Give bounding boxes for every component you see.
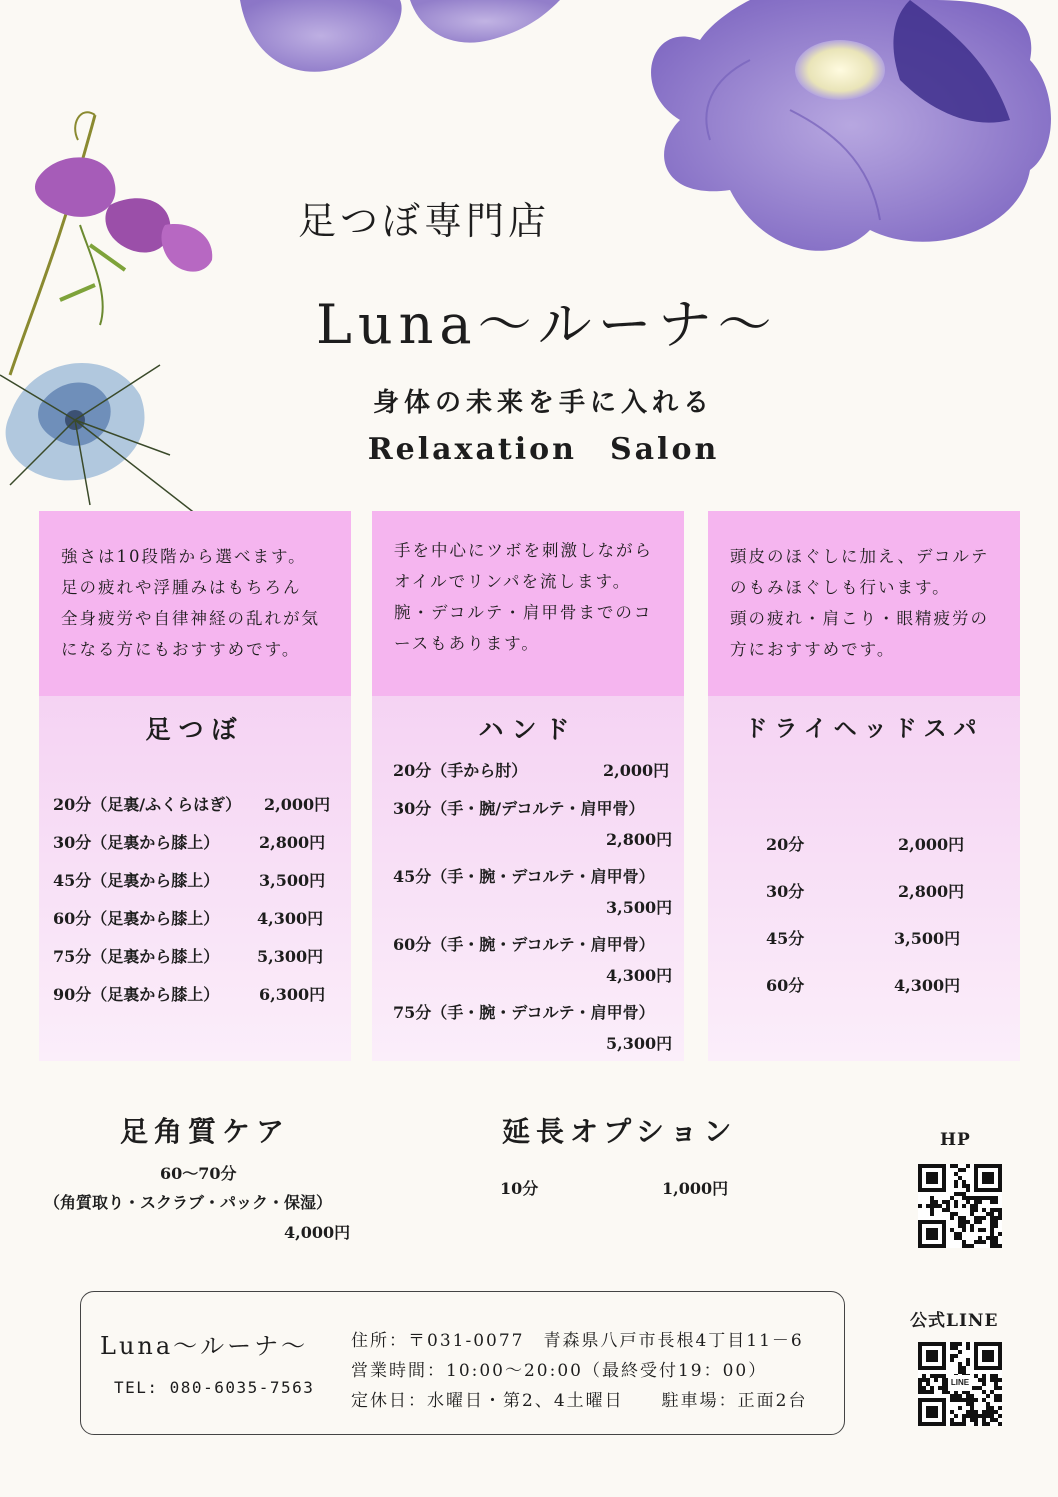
menu-description [708,511,1020,696]
price-value: 4,300円 [894,976,961,995]
callus-care-duration: 60〜70分 [160,1164,237,1183]
price-row [372,1000,684,1068]
footer-hours: 営業時間：10:00〜20:00（最終受付19：00） [351,1361,768,1381]
price-label: 45分（足裏から膝上） [53,871,220,890]
price-label: 30分（手・腕/デコルテ・肩甲骨） [393,799,645,818]
price-label: 60分（手・腕・デコルテ・肩甲骨） [393,935,655,954]
menu-price-panel [708,696,1020,1061]
menu-column-foot [39,511,351,1061]
price-row [39,944,351,982]
shop-subtitle: 足つぼ専門店 [298,199,551,243]
description-line: になる方にもおすすめです。 [61,640,301,659]
description-line: 足の疲れや浮腫みはもちろん [61,578,302,597]
description-line: ースもあります。 [394,634,540,653]
description-line: のもみほぐしも行います。 [730,578,951,597]
menu-description [372,511,684,696]
menu-description [39,511,351,696]
menu-title: 足つぼ [145,715,245,744]
extension-label: 10分 [500,1179,539,1198]
price-row [708,879,1020,926]
price-value: 4,300円 [257,909,324,928]
menu-title: ドライヘッドスパ [744,715,984,742]
description-line: 頭皮のほぐしに加え、デコルテ [730,547,990,566]
callus-care-price: 4,000円 [284,1223,351,1242]
menu-price-panel [39,696,351,1061]
price-row [39,982,351,1020]
menu-title: ハンド [478,715,578,744]
tagline: 身体の未来を手に入れる [372,388,714,418]
price-row [708,832,1020,879]
description-line: オイルでリンパを流します。 [394,572,632,591]
line-qr-wrapper[interactable] [918,1342,1002,1426]
price-label: 20分（足裏/ふくらはぎ） [53,795,242,814]
price-row [372,932,684,1000]
price-row [372,864,684,932]
price-row [39,906,351,944]
shop-title: Luna〜ルーナ〜 [316,293,778,356]
price-row [39,792,351,830]
price-row [372,796,684,864]
hp-label: HP [940,1130,971,1150]
tagline-english: Relaxation Salon [367,432,720,467]
price-label: 20分 [766,835,805,854]
price-value: 5,300円 [257,947,324,966]
price-list [372,758,684,1068]
price-value: 2,800円 [606,830,673,849]
footer-shop-name: Luna〜ルーナ〜 [100,1332,309,1360]
extension-title: 延長オプション [502,1115,738,1148]
price-label: 30分 [766,882,805,901]
price-row [708,926,1020,973]
footer-address: 住所：〒031-0077 青森県八戸市長根4丁目11－6 [351,1331,804,1351]
price-row [708,973,1020,1020]
price-row [39,830,351,868]
price-value: 3,500円 [894,929,961,948]
price-row [372,758,684,796]
hp-qr-code[interactable] [918,1164,1002,1248]
price-value: 3,500円 [259,871,326,890]
callus-care-title: 足角質ケア [120,1115,291,1148]
price-value: 4,300円 [606,966,673,985]
description-line: 強さは10段階から選べます。 [61,547,307,566]
price-label: 75分（手・腕・デコルテ・肩甲骨） [393,1003,655,1022]
description-line: 頭の疲れ・肩こり・眼精疲労の [730,609,989,628]
price-value: 2,000円 [603,761,670,780]
price-value: 2,800円 [259,833,326,852]
price-label: 60分（足裏から膝上） [53,909,220,928]
line-label: 公式LINE [910,1311,999,1331]
price-value: 5,300円 [606,1034,673,1053]
price-list [39,792,351,1020]
menu-price-panel [372,696,684,1061]
description-line: 腕・デコルテ・肩甲骨までのコ [394,603,653,622]
price-list [708,832,1020,1020]
price-value: 2,000円 [264,795,331,814]
price-value: 3,500円 [606,898,673,917]
description-line: 手を中心にツボを刺激しながら [394,541,653,560]
description-line: 方におすすめです。 [730,640,896,659]
price-label: 20分（手から肘） [393,761,528,780]
price-row [39,868,351,906]
callus-care-detail: （角質取り・スクラブ・パック・保湿） [44,1193,333,1212]
footer-phone[interactable]: TEL: 080-6035-7563 [114,1378,315,1397]
price-label: 90分（足裏から膝上） [53,985,220,1004]
price-label: 45分 [766,929,805,948]
price-value: 2,800円 [898,882,965,901]
menu-column-hand [372,511,684,1061]
price-label: 75分（足裏から膝上） [53,947,220,966]
description-line: 全身疲労や自律神経の乱れが気 [61,609,320,628]
extension-price: 1,000円 [662,1179,729,1198]
footer-closed-days: 定休日：水曜日・第2、4土曜日 駐車場：正面2台 [351,1391,808,1411]
price-label: 30分（足裏から膝上） [53,833,220,852]
line-logo: LINE [948,1375,972,1391]
price-value: 6,300円 [259,985,326,1004]
price-label: 60分 [766,976,805,995]
menu-column-head-spa [708,511,1020,1061]
price-value: 2,000円 [898,835,965,854]
price-label: 45分（手・腕・デコルテ・肩甲骨） [393,867,655,886]
